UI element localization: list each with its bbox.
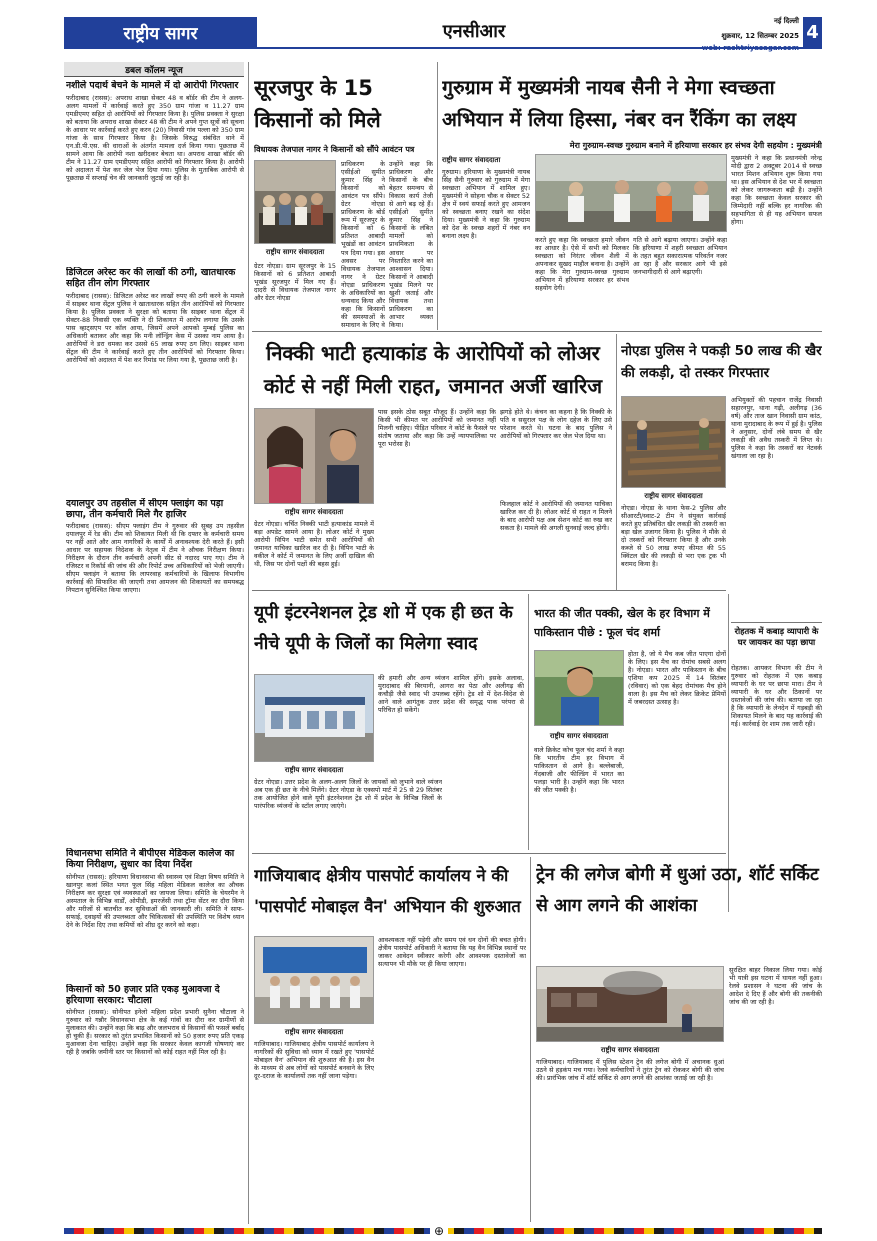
article-1-credit: राष्ट्रीय सागर संवाददाता [265,247,325,256]
article-3-body-3: झगड़े होते थे। कंचन का कहना है कि निक्की के पति व ससुराल पक्ष के लोग दहेज के लिए उसे परेशान करते थे। घटना के बाद पुलिस ने आरोपियों को गिरफ्तार कर जेल भेज दिया था। [500,408,612,441]
article-4-subhead: रोहतक में कबाड़ व्यापारी के घर जायकर का पड़ा छापा [734,626,819,647]
article-5-body-1: ग्रेटर नोएडा। उत्तर प्रदेश के अलग-अलग जिलों के जायकों को लुभाने वाले व्यंजन अब एक ही छत के नीचे मिलेंगे। ग्रेटर नोएडा के एक्सपो मार्ट में 25 से 29 सितंबर तक आयोजित होने वाले यूपी इंटरनेशनल ट्रेड शो में प्रदेश के विभिन्न जिलों के पारंपरिक व्यंजनों के स्टॉल लगाए जाएंगे। [254,778,442,811]
article-5-credit: राष्ट्रीय सागर संवाददाता [284,765,344,774]
article-5-body-2: की हमारी और अन्य व्यंजन शामिल होंगे। इसके अलावा, मुरादाबाद की बिरयानी, आगरा का पेठा और अलीगढ़ की कचौड़ी जैसे स्वाद भी उपलब्ध रहेंगे। ट्रेड शो में देश-विदेश से आने वाले आगंतुक उत्तर प्रदेश की समृद्ध पाक परंपरा से परिचित हो सकेंगे। [378,674,524,715]
article-1-photo [254,160,336,244]
article-6-body-2: वाले क्रिकेट कोच फूल चंद शर्मा ने कहा कि भारतीय टीम हर विभाग में पाकिस्तान से आगे है। बल्लेबाजी, गेंदबाजी और फील्डिंग में भारत का पलड़ा भारी है। उन्होंने कहा कि भारत की जीत पक्की है। [534,746,624,795]
sidebar-label: डबल कॉलम न्यूज [125,65,183,76]
article-3-body-1: ग्रेटर नोएडा। चर्चित निक्की भाटी हत्याकांड मामले में बड़ा अपडेट सामने आया है। लोअर कोर्ट ने मुख्य आरोपी विपिन भाटी समेत सभी आरोपियों की जमानत याचिका खारिज कर दी है। विपिन भाटी के वकील ने कोर्ट में जमानत के लिए अर्जी दाखिल की थी, जिस पर दोनों पक्षों की बहस हुई। [254,520,374,569]
header-rule [64,47,822,49]
sidebar-label-box [64,62,244,77]
sidebar-story-1-title: नशीले पदार्थ बेचने के मामले में दो आरोपी गिरफ्तार [66,80,239,91]
city-label: नई दिल्ली [773,17,799,25]
article-2-body-4: मुख्यमंत्री ने कहा कि प्रधानमंत्री नरेन्द्र मोदी द्वारा 2 अक्टूबर 2014 से स्वच्छ भारत मिशन अभियान शुरू किया गया था। इस अभियान से देश भर में स्वच्छता को लेकर जागरूकता बढ़ी है। उन्होंने कहा कि स्वच्छता केवल सरकार की जिम्मेदारी नहीं बल्कि हर नागरिक की सहभागिता से ही यह अभियान सफल होगा। [731,154,822,227]
date-label: शुक्रवार, 12 सितम्बर 2025 [721,32,799,40]
article-7-photo-image [255,937,374,1024]
article-1-body-3: उन्होंने कहा कि प्राधिकरण और किसानों के बीच बेहतर समन्वय से विकास कार्य तेजी से आगे बढ़ रहे हैं। एसीईओ सुमीत कुमार सिंह ने किसानों के लंबित मामलों को प्राथमिकता के आधार पर निस्तारित करने का आश्वासन दिया। किसानों ने आबादी भूखंड मिलने पर खुशी जताई और विधायक तथा प्राधिकरण का आभार व्यक्त किया। [389,160,433,328]
article-2-headline: गुरुग्राम में मुख्यमंत्री नायब सैनी ने मेगा स्वच्छता अभियान में लिया हिस्सा, नंबर वन रैंकिंग का लक्ष्य [442,76,797,131]
article-1-headline: सूरजपुर के 15 किसानों को मिले [254,76,381,132]
article-8-body-1: गाजियाबाद। गाजियाबाद में पुलिस स्टेशन ट्रेन की लगेज बोगी में अचानक धुआं उठने से हड़कंप मच गया। रेलवे कर्मचारियों ने तुरंत ट्रेन को रोककर बोगी की जांच की। प्रारंभिक जांच में शॉर्ट सर्किट से आग लगने की आशंका जताई जा रही है। [536,1058,724,1083]
article-4-body-3: रोहतक। आयकर विभाग की टीम ने गुरुवार को रोहतक में एक कबाड़ व्यापारी के घर पर छापा मारा। टीम ने व्यापारी के घर और ठिकानों पर दस्तावेजों की जांच की। बताया जा रहा है कि व्यापारी के लेनदेन में गड़बड़ी की शिकायत मिलने के बाद यह कार्रवाई की गई। कार्रवाई देर शाम तक जारी रही। [731,664,822,729]
sidebar-story-2-body: फरीदाबाद (रासस): डिजिटल अरेस्ट कर लाखों रुपए की ठगी करने के मामले में साइबर थाना सेंट्रल पुलिस ने खाताधारक सहित तीन आरोपियों को गिरफ्तार किया है। पुलिस प्रवक्ता ने सुरक्षा को बताया कि साइबर थाना सेंट्रल में सेक्टर-88 निवासी एक व्यक्ति ने दी शिकायत में आरोप लगाया कि उसके पास व्हाट्सएप पर कॉल आया, जिसमें अपने आपको मुम्बई पुलिस का अधिकारी बताकर और कहा कि मनी लॉन्ड्रिंग केस में उसका नाम आया है। आरोपियों ने डरा धमका कर उससे 65 लाख रुपए ठग लिए। साइबर थाना सेंट्रल की टीम ने कार्रवाई करते हुए तीन आरोपियों को गिरफ्तार किया। आरोपियों को अदालत में पेश कर रिमांड पर लिया गया है, पूछताछ जारी है। [66,292,244,365]
article-1-photo-image [255,161,336,244]
row-1-rule [252,331,822,332]
sidebar-story-3-body: फरीदाबाद (रासस): सीएम फ्लाइंग टीम ने गुरुवार की सुबह उप तहसील दयालपुर में रेड की। टीम को शिकायत मिली थी कि दफ्तर के कर्मचारी समय पर नहीं आते और आम नागरिकों के कार्यों में अनावश्यक देरी करते हैं। इसी आधार पर सहायक निदेशक के नेतृत्व में टीम ने औचक निरीक्षण किया। निरीक्षण के दौरान तीन कर्मचारी अपनी सीट से नदारद पाए गए। टीम ने रजिस्टर व रिकॉर्ड की जांच की और रिपोर्ट उच्च अधिकारियों को भेजी जाएगी। सीएम फ्लाइंग ने बताया कि लापरवाह कर्मचारियों के खिलाफ विभागीय कार्रवाई की सिफारिश की जाएगी तथा आमजन की शिकायतों का समयबद्ध निपटान सुनिश्चित किया जाएगा। [66,522,244,595]
sidebar-story-2-title: डिजिटल अरेस्ट कर की लाखों की ठगी, खातधारक सहित तीन लोग गिरफ्तार [66,267,236,289]
article-1-divider [437,62,438,330]
article-5-headline: यूपी इंटरनेशनल ट्रेड शो में एक ही छत के नीचे यूपी के जिलों का मिलेगा स्वाद [254,603,513,654]
article-7-headline: गाजियाबाद क्षेत्रीय पासपोर्ट कार्यालय ने की 'पासपोर्ट मोबाइल वैन' अभियान की शुरुआत [254,866,521,916]
article-1-deck: विधायक तेजपाल नागर ने किसानों को सौंपे आवंटन पत्र [254,145,415,154]
article-6-headline: भारत की जीत पक्की, खेल के हर विभाग में पाकिस्तान पीछे : फूल चंद शर्मा [534,607,710,639]
article-3-photo [254,408,374,504]
article-7-divider [530,857,531,1222]
article-4-sub-rule [731,622,822,623]
article-7-body-1: गाजियाबाद। गाजियाबाद क्षेत्रीय पासपोर्ट कार्यालय ने नागरिकों की सुविधा को ध्यान में रखते हुए 'पासपोर्ट मोबाइल वैन' अभियान की शुरुआत की है। इस वैन के माध्यम से अब लोगों को पासपोर्ट बनवाने के लिए दूर-दराज के कार्यालयों तक नहीं जाना पड़ेगा। [254,1040,374,1081]
section-title: एनसीआर [442,21,506,42]
page-number: 4 [806,21,819,43]
sidebar-story-4-title: विधानसभा समिति ने बीपीएस मेडिकल कालेज का किया निरीक्षण, सुधार का दिया निर्देश [66,848,235,870]
article-1-body-2: प्राधिकरण के एसीईओ सुमीत कुमार सिंह ने किसानों को आवंटन पत्र सौंपे। ग्रेटर नोएडा प्राधिकरण के बोर्ड रूम में सूरजपुर के किसानों को 6 प्रतिशत आबादी भूखंडों का आवंटन पत्र दिया गया। इस अवसर पर विधायक तेजपाल नागर ने ग्रेटर नोएडा प्राधिकरण के अधिकारियों का धन्यवाद किया और कहा कि किसानों की समस्याओं के समाधान के लिए वे [341,160,385,328]
article-5-divider [528,594,529,850]
article-2-body-1: गुरुग्राम। हरियाणा के मुख्यमंत्री नायब सिंह सैनी गुरुवार को गुरुग्राम में मेगा स्वच्छता अभियान में शामिल हुए। मुख्यमंत्री ने सोहना चौक व सेक्टर 52 क्षेत्र में स्वयं सफाई करते हुए आमजन को स्वच्छता बनाए रखने का संदेश दिया। मुख्यमंत्री ने कहा कि गुरुग्राम को देश के स्वच्छ शहरों में नंबर वन बनाना लक्ष्य है। [442,168,530,241]
article-3-body-2: पास इसके ठोस सबूत मौजूद हैं। उन्होंने कहा कि किसी भी कीमत पर आरोपियों को जमानत नहीं मिलनी चाहिए। पीड़ित परिवार ने कोर्ट के फैसले पर संतोष जताया और कहा कि उन्हें न्यायपालिका पर पूरा भरोसा है। [378,408,496,449]
article-6-credit: राष्ट्रीय सागर संवाददाता [549,731,609,740]
article-3-credit: राष्ट्रीय सागर संवाददाता [284,507,344,516]
article-6-photo-image [535,651,624,726]
article-2-deck: मेरा गुरुग्राम-स्वच्छ गुरुग्राम बनाने में हरियाणा सरकार हर संभव देगी सहयोग : मुख्यमंत्री [569,141,822,150]
row-3-rule [252,853,726,854]
sidebar-story-4-body: सोनीपत (रासस): हरियाणा विधानसभा की स्वास्थ्य एवं शिक्षा विषय समिति ने खानपुर कलां स्थित भगत फूल सिंह महिला मेडिकल कालेज का औचक निरीक्षण कर सुरक्षा एवं व्यवस्थाओं का जायजा लिया। समिति के चेयरमैन ने अस्पताल के विभिन्न वार्डों, ओपीडी, इमरजेंसी तथा ट्रॉमा सेंटर का दौरा किया और मरीजों से बातचीत कर सुविधाओं की जानकारी ली। समिति ने साफ-सफाई, दवाइयों की उपलब्धता और चिकित्सकों की उपस्थिति पर विशेष ध्यान देने के निर्देश दिए तथा कमियों को शीघ्र दूर करने को कहा। [66,873,244,930]
article-6-body-1: होता है, जो ये मैच कब जीत पाएगा दोनों के लिए। इस मैच का रोमांच सबसे अलग है। नोएडा। भारत और पाकिस्तान के बीच एशिया कप 2025 में 14 सितंबर (रविवार) को एक बेहद रोमांचक मैच होने वाला है। इस मैच को लेकर क्रिकेट प्रेमियों में जबरदस्त उत्साह है। [628,650,726,707]
sidebar-story-3-title: दयालपुर उप तहसील में सीएम फ्लाइंग का पड़ा छापा, तीन कर्मचारी मिले गैर हाजिर [66,498,224,520]
article-8-headline: ट्रेन की लगेज बोगी में धुआं उठा, शॉर्ट सर्किट से आग लगने की आशंका [536,865,819,916]
article-2-credit: राष्ट्रीय सागर संवाददाता [442,155,501,164]
article-1-body-1: ग्रेटर नोएडा। ग्राम सूरजपुर के 15 किसानों को 6 प्रतिशत आबादी भूखंड सूरजपुर में मिल गए हैं। दादरी से विधायक तेजपाल नागर और ग्रेटर नोएडा [254,262,336,303]
sidebar-story-5-title: किसानों को 50 हजार प्रति एकड़ मुआवजा दे हरियाणा सरकार: चौटाला [66,984,220,1006]
article-5-photo-image [255,675,374,762]
article-4-headline: नोएडा पुलिस ने पकड़ी 50 लाख की खैर की लकड़ी, दो तस्कर गिरफ्तार [621,343,822,381]
article-3-divider [616,334,617,590]
page-number-box [803,17,822,47]
article-5-photo [254,674,374,762]
sidebar-story-5-body: सोनीपत (रासस): सोनीपत इनेलो महिला प्रदेश प्रभारी सुनैना चौटाला ने गुरुवार को गन्नौर विधानसभा क्षेत्र के कई गांवों का दौरा कर ग्रामीणों से मुलाकात की। उन्होंने कहा कि बाढ़ और जलभराव से किसानों की फसलें बर्बाद हो चुकी हैं। सरकार को तुरंत प्रभावित किसानों को 50 हजार रुपए प्रति एकड़ मुआवजा देना चाहिए। उन्होंने कहा कि सरकार केवल कागजी घोषणाएं कर रही है जबकि जमीनी स्तर पर किसानों को कोई राहत नहीं मिल रही है। [66,1008,244,1057]
row-2-rule [252,590,726,591]
article-3-headline: निक्की भाटी हत्याकांड के आरोपियों को लोअर कोर्ट से नहीं मिली राहत, जमानत अर्जी खारिज [263,341,603,398]
article-2-photo [535,154,727,232]
article-3-body-4: फिलहाल कोर्ट ने आरोपियों की जमानत याचिका खारिज कर दी है। लोअर कोर्ट से राहत न मिलने के बाद आरोपी पक्ष अब सेशन कोर्ट का रुख कर सकता है। मामले की अगली सुनवाई जल्द होगी। [500,500,612,533]
article-8-credit: राष्ट्रीय सागर संवाददाता [600,1045,660,1054]
footer-registration-mark: ⊕ [430,1222,448,1240]
header-right [637,17,803,59]
article-4-photo-image [622,397,726,488]
paper-name-box [64,17,257,47]
article-7-photo [254,936,374,1024]
article-3-photo-image [255,409,374,504]
article-4-body-2: अभियुक्तों की पहचान राजेंद्र निवासी सहारनपुर, थाना गढ़ी, अलीगढ़ (36 वर्ष) और ताज खान निवासी ग्राम कांठ, थाना मुरादाबाद के रूप में हुई है। पुलिस ने अनुसार, दोनों लंबे समय से खैर लकड़ी की अवैध तस्करी में लिप्त थे। पुलिस ने कहा कि तस्करों का नेटवर्क खंगाला जा रहा है। [731,396,822,461]
masthead [64,17,822,59]
article-4-body-1: नोएडा। नोएडा के थाना फेस-2 पुलिस और सीआरटी/स्वाट-2 टीम ने संयुक्त कार्रवाई करते हुए प्रतिबंधित खैर लकड़ी की तस्करी का बड़ा खेल उजागर किया है। पुलिस ने मौके से दो तस्करों को गिरफ्तार किया है और उनके कब्जे से 50 लाख रुपए कीमत की 55 क्विंटल खैर की लकड़ी से भरा एक ट्रक भी बरामद किया है। [621,504,726,569]
article-7-body-2: आवश्यकता नहीं पड़ेगी और समय एवं धन दोनों की बचत होगी। क्षेत्रीय पासपोर्ट अधिकारी ने बताया कि यह वैन विभिन्न स्थानों पर जाकर आवेदन स्वीकार करेगी और आवश्यक दस्तावेजों का सत्यापन भी मौके पर ही किया जाएगा। [378,936,526,969]
sidebar-story-1-body: फरीदाबाद (रासस): अपराध शाखा सेक्टर 48 व बॉर्डर की टीम ने अलग-अलग मामलों में कार्रवाई करते हुए 350 ग्राम गांजा व 11.27 ग्राम एमडीएमए सहित दो आरोपियों को गिरफ्तार किया है। पुलिस प्रवक्ता ने सुरक्षा को बताया कि अपराध शाखा सेक्टर 48 की टीम ने अपने गुप्त सूत्रों को सूचना के आधार पर कार्रवाई करते हुए करन (20) निवासी गांव पल्ला को 350 ग्राम गांजा के साथ गिरफ्तार किया है। जिसके विरुद्ध संबंधित थाने में एन.डी.पी.एस. की धाराओं के अंतर्गत मामला दर्ज किया गया। पूछताछ में सामने आया कि आरोपी नशा खरीदकर बेचता था। अपराध शाखा बॉर्डर की टीम ने 11.27 ग्राम एमडीएमए सहित आरोपी को गिरफ्तार किया है। आरोपी को अदालत में पेश कर जेल भेज दिया गया। पुलिस के मुताबिक आरोपी से पूछताछ में सप्लाई चेन की जानकारी जुटाई जा रही है। [66,94,244,183]
sidebar-divider [248,62,249,1224]
article-4-photo [621,396,726,488]
article-2-body-2: करते हुए कहा कि स्वच्छता हमारे जीवन का आधार है। ऐसे में सभी को मिलकर स्वच्छता को निरंतर जीवन शैली में अपनाकर सुखद माहौल बनाना है। उन्होंने कहा कि मेरा गुरुग्राम-स्वच्छ गुरुग्राम अभियान में हरियाणा सरकार हर संभव सहयोग देगी। [535,236,629,293]
article-2-photo-image [536,155,727,232]
article-8-body-2: सुरक्षित बाहर निकाल लिया गया। कोई भी यात्री इस घटना में घायल नहीं हुआ। रेलवे प्रशासन ने घटना की जांच के आदेश दे दिए हैं और बोगी की तकनीकी जांच की जा रही है। [729,966,822,1007]
article-4-credit: राष्ट्रीय सागर संवाददाता [644,491,703,500]
article-8-photo-image [537,967,724,1042]
article-8-photo [536,966,724,1042]
paper-name: राष्ट्रीय सागर [123,23,198,44]
article-7-credit: राष्ट्रीय सागर संवाददाता [284,1027,344,1036]
article-2-body-3: गति से आगे बढ़ाया जाएगा। उन्होंने कहा कि हरियाणा में शहरी स्वच्छता अभियान के तहत बहुत सकारात्मक परिवर्तन नजर आ रहा है और सरकार आगे भी इसे जनभागीदारी से आगे बढ़ाएगी। [633,236,727,277]
article-6-photo [534,650,624,726]
